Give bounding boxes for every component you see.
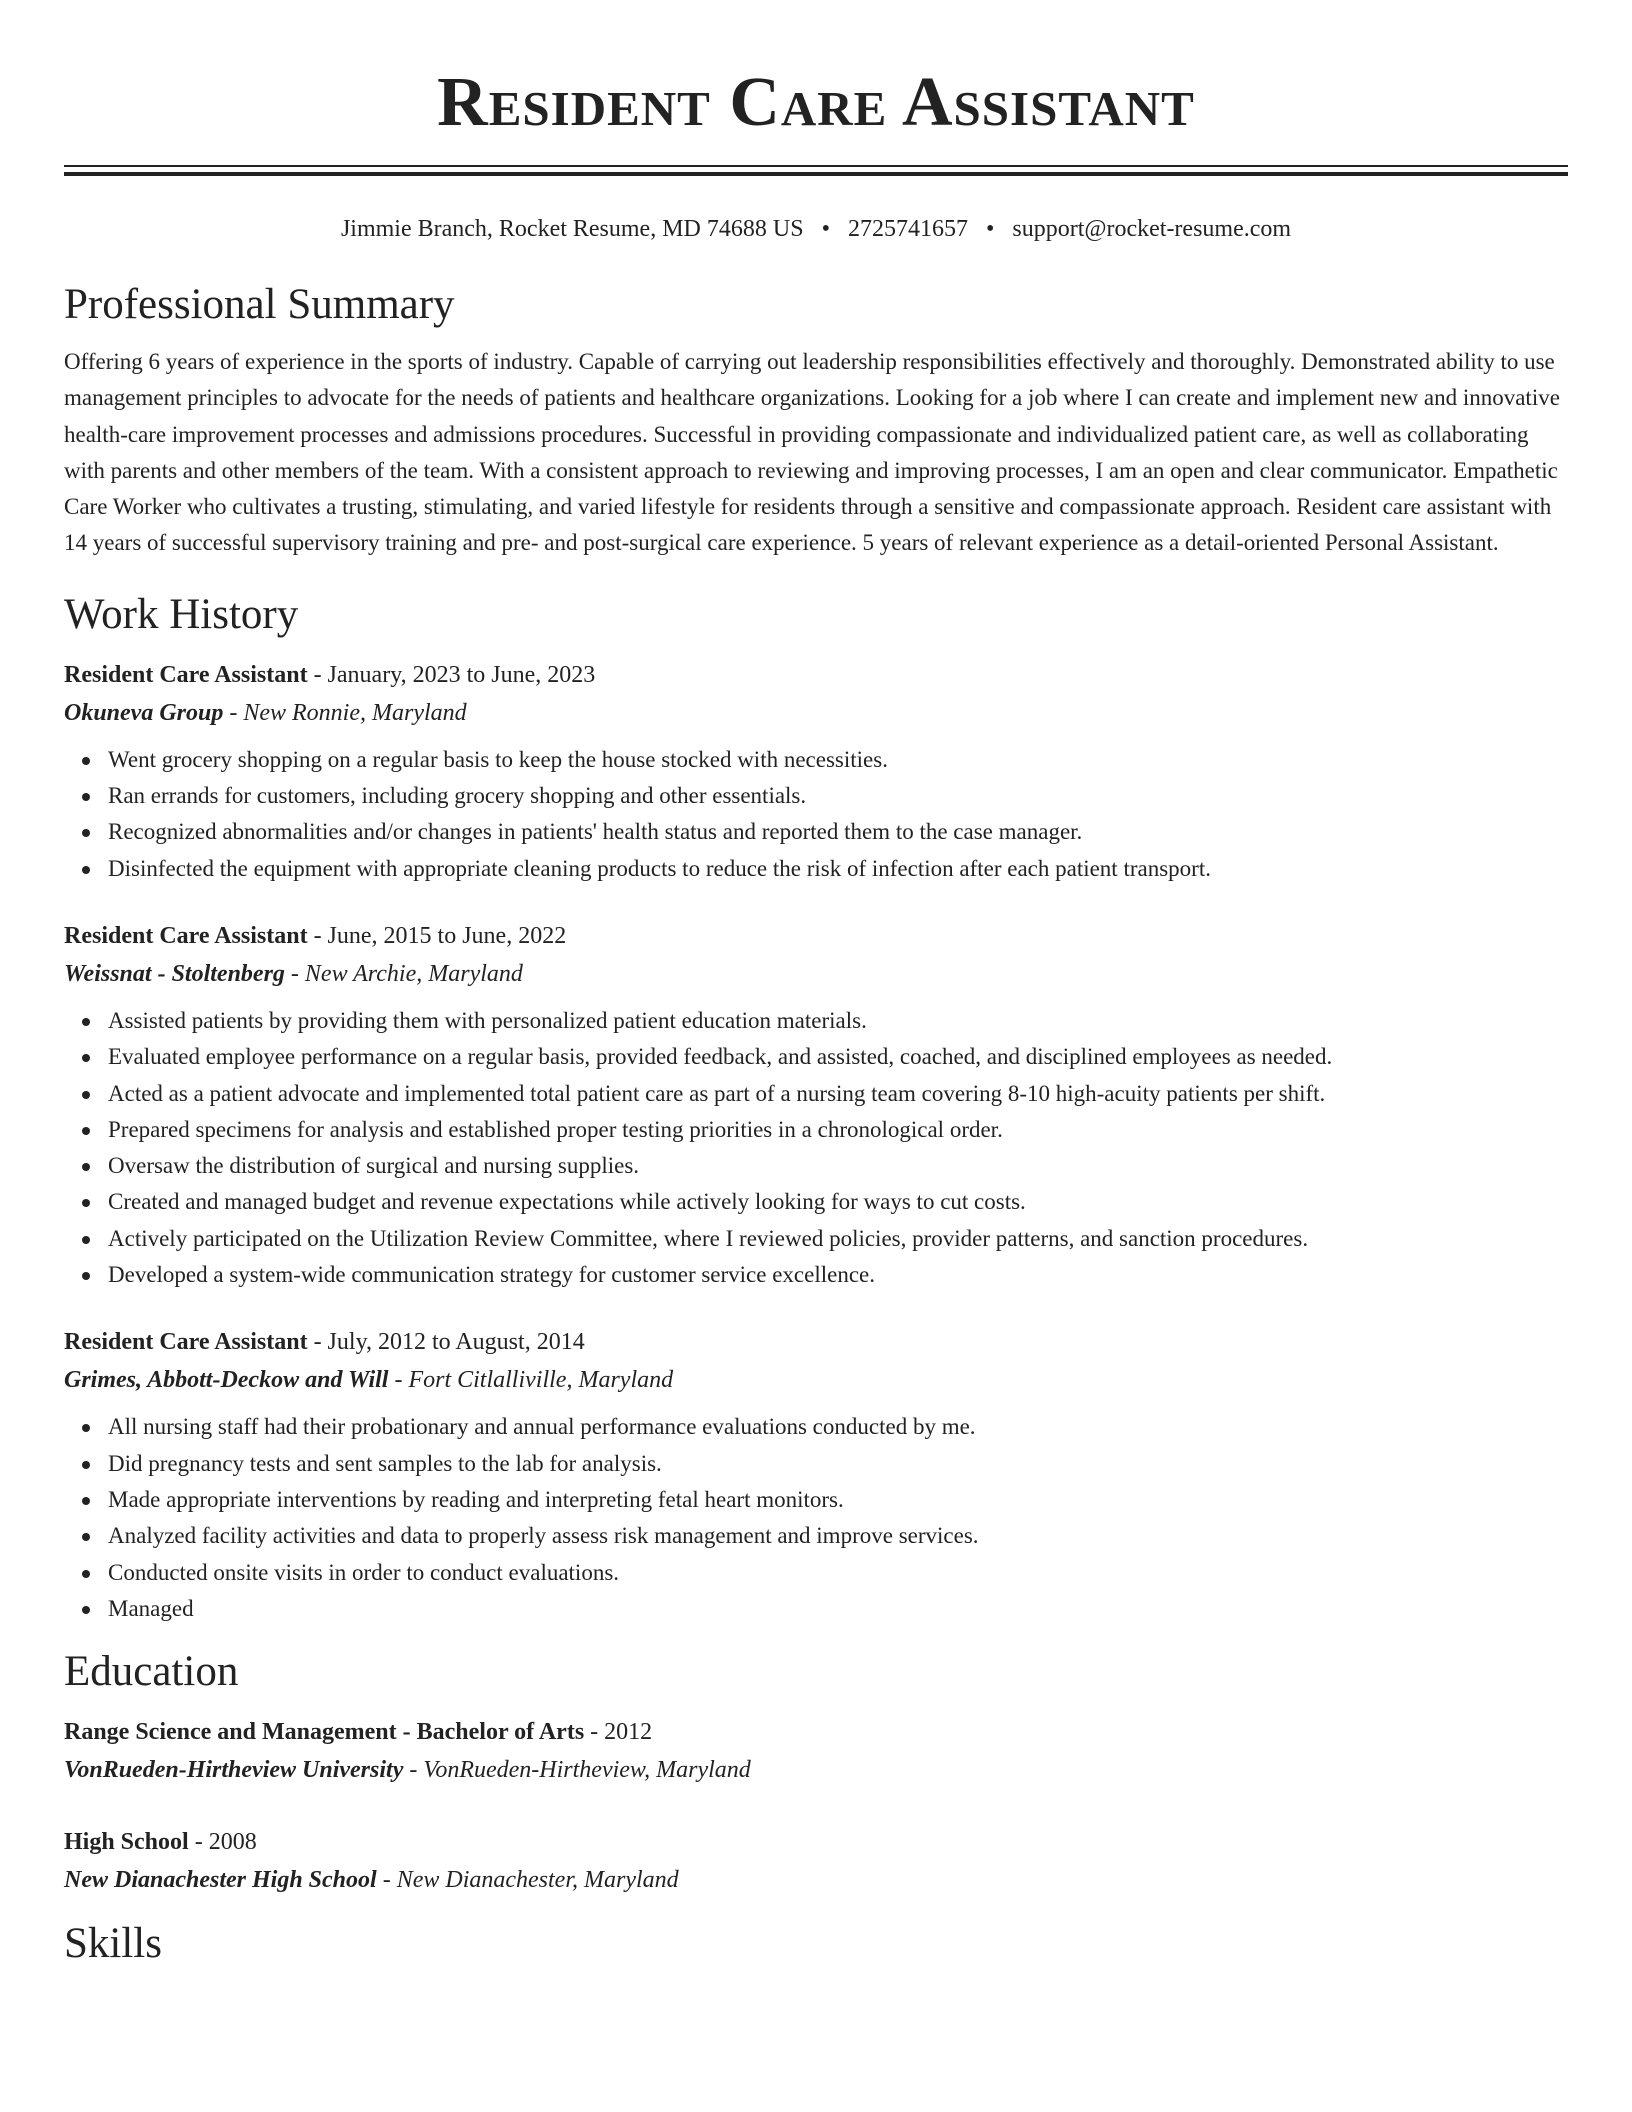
list-item: Assisted patients by providing them with personalized patient education materials. xyxy=(108,1003,1568,1039)
contact-separator: • xyxy=(821,216,830,242)
bullet-icon xyxy=(82,1272,90,1280)
section-title-work-history: Work History xyxy=(64,590,299,638)
education-entry xyxy=(64,1713,1568,1789)
bullet-icon xyxy=(82,1018,90,1026)
education-school: VonRueden-Hirtheview University xyxy=(64,1757,404,1784)
list-item: Actively participated on the Utilization Review Committee, where I reviewed policies, provider patterns, and sanction procedures. xyxy=(108,1221,1568,1257)
section-title-education: Education xyxy=(64,1648,239,1696)
job-header xyxy=(64,656,1568,694)
job-duties-list xyxy=(64,1409,1568,1627)
list-item: All nursing staff had their probationary and annual performance evaluations conducted by me. xyxy=(108,1409,1568,1445)
education-header xyxy=(64,1823,1568,1861)
job-role: Resident Care Assistant xyxy=(64,1329,308,1356)
bullet-icon xyxy=(82,1533,90,1541)
education-header xyxy=(64,1713,1568,1751)
bullet-icon xyxy=(82,793,90,801)
education-school-line xyxy=(64,1861,1568,1899)
list-item: Analyzed facility activities and data to properly assess risk management and improve services. xyxy=(108,1518,1568,1554)
list-item: Ran errands for customers, including grocery shopping and other essentials. xyxy=(108,778,1568,814)
job-entry xyxy=(64,656,1568,887)
section-title-summary: Professional Summary xyxy=(64,281,455,328)
education-degree: Range Science and Management - Bachelor of Arts xyxy=(64,1719,585,1746)
bullet-icon xyxy=(82,1199,90,1207)
job-company-line xyxy=(64,694,1568,732)
bullet-icon xyxy=(82,829,90,837)
job-dates: - July, 2012 to August, 2014 xyxy=(307,1329,585,1356)
education-location: - New Dianachester, Maryland xyxy=(376,1867,679,1894)
education-degree: High School xyxy=(64,1829,189,1856)
job-company: Okuneva Group xyxy=(64,699,224,726)
job-company-line xyxy=(64,955,1568,993)
list-item: Prepared specimens for analysis and established proper testing priorities in a chronological order. xyxy=(108,1112,1568,1148)
bullet-icon xyxy=(82,1163,90,1171)
title-divider-thin xyxy=(64,165,1568,167)
job-location: - Fort Citlalliville, Maryland xyxy=(388,1367,674,1394)
job-company: Grimes, Abbott-Deckow and Will xyxy=(64,1367,389,1394)
bullet-icon xyxy=(82,866,90,874)
job-role: Resident Care Assistant xyxy=(64,661,308,688)
job-entry xyxy=(64,917,1568,1293)
list-item: Recognized abnormalities and/or changes in patients' health status and reported them to the case manager. xyxy=(108,814,1568,850)
education-school: New Dianachester High School xyxy=(64,1867,377,1894)
bullet-icon xyxy=(82,1236,90,1244)
contact-separator: • xyxy=(985,216,995,242)
job-header xyxy=(64,917,1568,955)
list-item: Disinfected the equipment with appropriate cleaning products to reduce the risk of infection after each patient transport. xyxy=(108,851,1568,887)
job-dates: - June, 2015 to June, 2022 xyxy=(307,922,567,949)
section-title-skills: Skills xyxy=(64,1920,162,1968)
bullet-icon xyxy=(82,757,90,765)
bullet-icon xyxy=(82,1461,90,1469)
bullet-icon xyxy=(82,1606,90,1614)
job-dates: - January, 2023 to June, 2023 xyxy=(307,661,596,688)
job-header xyxy=(64,1323,1568,1361)
summary-text: Offering 6 years of experience in the sports of industry. Capable of carrying out leadership responsibilities effectively and thoroughly. Demonstrated ability to use management principles to advocate for the needs of patients and healthcare organizations. Looking for a job where I can create and implement new and innovative health-care improvement processes and admissions procedures. Successful in providing compassionate and individualized patient care, as well as collaborating with parents and other members of the team. With a consistent approach to reviewing and improving processes, I am an open and clear communicator. Empathetic Care Worker who cultivates a trusting, stimulating, and varied lifestyle for residents through a sensitive and compassionate approach. Resident care assistant with 14 years of successful supervisory training and pre- and post-surgical care experience. 5 years of relevant experience as a detail-oriented Personal Assistant. xyxy=(64,349,1560,556)
education-year: - 2008 xyxy=(188,1829,257,1856)
education-location: - VonRueden-Hirtheview, Maryland xyxy=(403,1757,751,1784)
job-location: - New Archie, Maryland xyxy=(284,960,523,987)
bullet-icon xyxy=(82,1054,90,1062)
contact-line xyxy=(64,214,1568,244)
contact-address: Jimmie Branch, Rocket Resume, MD 74688 US xyxy=(340,216,804,242)
job-location: - New Ronnie, Maryland xyxy=(223,699,467,726)
title-divider-thick xyxy=(64,172,1568,176)
list-item: Made appropriate interventions by reading and interpreting fetal heart monitors. xyxy=(108,1482,1568,1518)
list-item: Evaluated employee performance on a regular basis, provided feedback, and assisted, coached, and disciplined employees as needed. xyxy=(108,1039,1568,1075)
list-item: Acted as a patient advocate and implemented total patient care as part of a nursing team covering 8-10 high-acuity patients per shift. xyxy=(108,1076,1568,1112)
job-company-line xyxy=(64,1361,1568,1399)
bullet-icon xyxy=(82,1424,90,1432)
contact-email: support@rocket-resume.com xyxy=(1012,216,1292,242)
bullet-icon xyxy=(82,1091,90,1099)
list-item: Managed xyxy=(108,1591,1568,1627)
job-duties-list xyxy=(64,742,1568,887)
bullet-icon xyxy=(82,1127,90,1135)
education-year: - 2012 xyxy=(584,1719,653,1746)
job-company: Weissnat - Stoltenberg xyxy=(64,960,285,987)
bullet-icon xyxy=(82,1570,90,1578)
job-duties-list xyxy=(64,1003,1568,1293)
list-item: Developed a system-wide communication strategy for customer service excellence. xyxy=(108,1257,1568,1293)
bullet-icon xyxy=(82,1497,90,1505)
resume-title: Resident Care Assistant xyxy=(437,64,1195,141)
list-item: Created and managed budget and revenue expectations while actively looking for ways to cut costs. xyxy=(108,1184,1568,1220)
education-entry xyxy=(64,1823,1568,1899)
education-school-line xyxy=(64,1751,1568,1789)
list-item: Conducted onsite visits in order to conduct evaluations. xyxy=(108,1555,1568,1591)
job-role: Resident Care Assistant xyxy=(64,922,308,949)
contact-phone: 2725741657 xyxy=(847,216,968,242)
list-item: Oversaw the distribution of surgical and nursing supplies. xyxy=(108,1148,1568,1184)
job-entry xyxy=(64,1323,1568,1627)
list-item: Did pregnancy tests and sent samples to the lab for analysis. xyxy=(108,1446,1568,1482)
list-item: Went grocery shopping on a regular basis to keep the house stocked with necessities. xyxy=(108,742,1568,778)
